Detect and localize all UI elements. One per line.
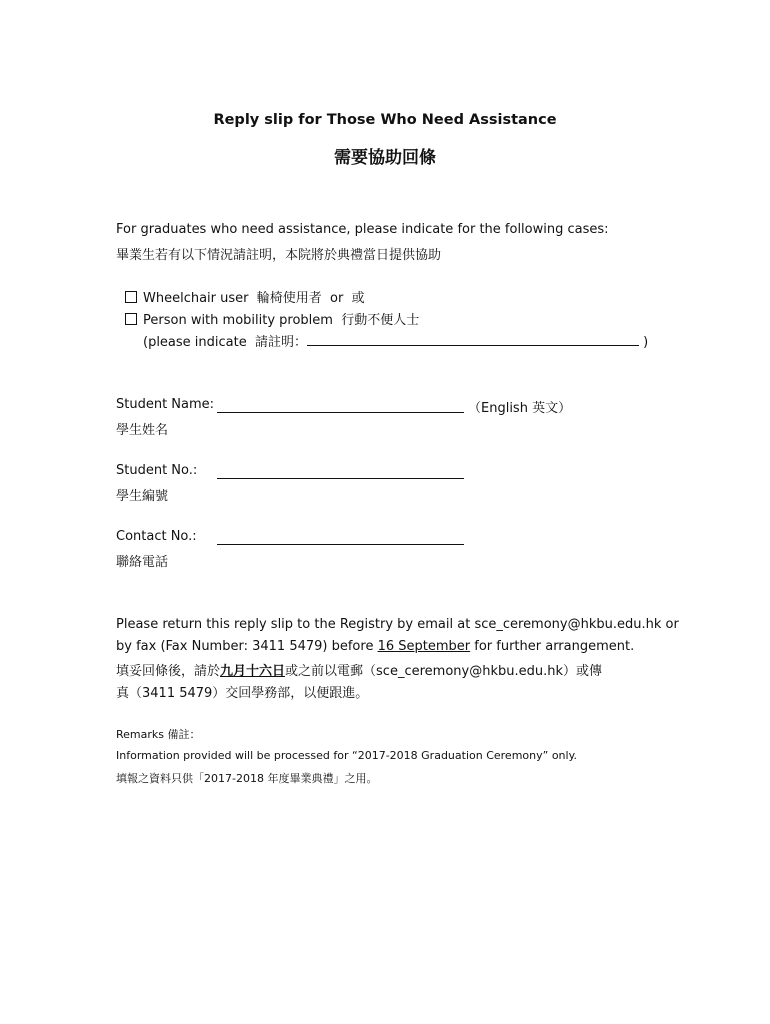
intro-chinese: 畢業生若有以下情況請註明，本院將於典禮當日提供協助: [116, 248, 442, 263]
return-date-en: 16 September: [377, 639, 471, 654]
return-date-zh: 九月十六日: [220, 664, 286, 679]
student-no-input-line[interactable]: [217, 478, 464, 479]
return-zh-line-2: 真（3411 5479）交回學務部，以便跟進。: [116, 686, 369, 701]
title-english: Reply slip for Those Who Need Assistance: [213, 112, 557, 128]
student-name-label: Student Name:: [116, 397, 215, 412]
return-line-1: Please return this reply slip to the Registry by email at sce_ceremony@hkbu.edu.hk or: [116, 617, 679, 632]
mobility-checkbox[interactable]: [125, 313, 137, 325]
contact-no-label: Contact No.:: [116, 529, 197, 544]
return-line-2: [116, 639, 634, 654]
title-chinese: 需要協助回條: [334, 148, 436, 168]
remarks-chinese: 填報之資料只供「2017-2018 年度畢業典禮」之用。: [116, 772, 378, 785]
wheelchair-label-zh: 輪椅使用者: [256, 291, 322, 306]
wheelchair-checkbox[interactable]: [125, 291, 137, 303]
wheelchair-label: Wheelchair user: [143, 291, 249, 306]
student-no-label-zh: 學生編號: [116, 489, 169, 504]
mobility-label: Person with mobility problem: [143, 313, 333, 328]
remarks-english: Information provided will be processed for “2017-2018 Graduation Ceremony” only.: [116, 749, 578, 762]
remarks-label: Remarks 備註：: [116, 728, 201, 741]
indicate-prefix-zh: 請註明：: [255, 335, 308, 350]
indicate-row: [143, 331, 648, 350]
indicate-prefix: (please indicate: [143, 335, 247, 350]
student-name-input-line[interactable]: [217, 412, 464, 413]
or-connector-zh: 或: [351, 291, 365, 306]
return-zh-line-1: [116, 660, 602, 679]
contact-no-input-line[interactable]: [217, 544, 464, 545]
return-zh-1b: 或之前以電郵（sce_ceremony@hkbu.edu.hk）或傳: [285, 664, 602, 679]
option-mobility: [125, 309, 419, 328]
or-connector: or: [330, 291, 344, 306]
contact-no-label-zh: 聯絡電話: [116, 555, 169, 570]
student-name-suffix: （English 英文）: [468, 401, 572, 416]
return-line-2a: by fax (Fax Number: 3411 5479) before: [116, 639, 378, 654]
option-wheelchair: [125, 287, 365, 306]
indicate-suffix: ): [643, 335, 649, 350]
return-zh-1a: 填妥回條後，請於: [116, 664, 221, 679]
student-name-label-zh: 學生姓名: [116, 423, 169, 438]
mobility-label-zh: 行動不便人士: [341, 313, 420, 328]
student-no-label: Student No.:: [116, 463, 198, 478]
return-line-2b: for further arrangement.: [470, 639, 635, 654]
intro-english: For graduates who need assistance, please indicate for the following cases:: [116, 222, 609, 237]
indicate-input-line[interactable]: [307, 345, 639, 346]
